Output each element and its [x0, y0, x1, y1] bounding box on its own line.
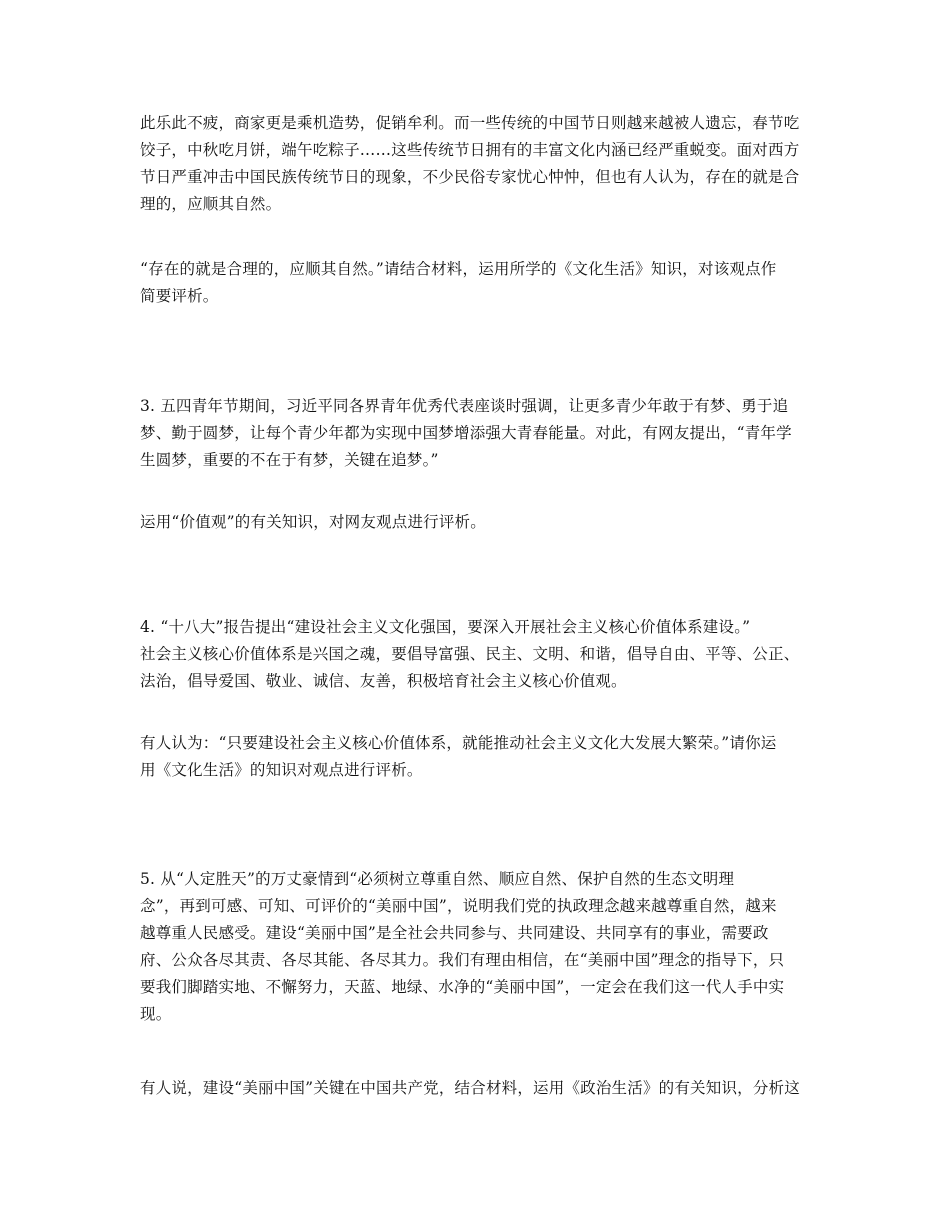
- text-line: 4. “十八大”报告提出“建设社会主义文化强国，要深入开展社会主义核心价值体系建设。”: [140, 618, 751, 636]
- text-line: 生圆梦，重要的不在于有梦，关键在追梦。”: [140, 451, 439, 469]
- text-line: 社会主义核心价值体系是兴国之魂，要倡导富强、民主、文明、和谐，倡导自由、平等、公正、: [140, 645, 800, 663]
- question-4-prompt: [140, 730, 812, 784]
- text-line: “存在的就是合理的，应顺其自然。”请结合材料，运用所学的《文化生活》知识，对该观点作: [140, 260, 777, 278]
- text-line: 念”，再到可感、可知、可评价的“美丽中国”，说明我们党的执政理念越来越尊重自然，越来: [140, 897, 777, 915]
- text-line: 法治，倡导爱国、敬业、诚信、友善，积极培育社会主义核心价值观。: [140, 672, 627, 690]
- text-line: 3. 五四青年节期间，习近平同各界青年优秀代表座谈时强调，让更多青少年敢于有梦、勇于追: [140, 397, 789, 415]
- question-5-material: [140, 866, 812, 1028]
- text-line: 简要评析。: [140, 287, 219, 305]
- text-line: 有人认为：“只要建设社会主义核心价值体系，就能推动社会主义文化大发展大繁荣。”请你运: [140, 734, 777, 752]
- text-line: 越尊重人民感受。建设“美丽中国”是全社会共同参与、共同建设、共同享有的事业，需要政: [140, 924, 769, 942]
- text-line: 要我们脚踏实地、不懈努力，天蓝、地绿、水净的“美丽中国”，一定会在我们这一代人手中实: [140, 978, 785, 996]
- text-line: 用《文化生活》的知识对观点进行评析。: [140, 761, 423, 779]
- question-3-material: [140, 393, 812, 474]
- text-line: 5. 从“人定胜天”的万丈豪情到“必须树立尊重自然、顺应自然、保护自然的生态文明理: [140, 870, 735, 888]
- text-line: 饺子，中秋吃月饼，端午吃粽子……这些传统节日拥有的丰富文化内涵已经严重蜕变。面对西方: [140, 141, 800, 159]
- text-line: 府、公众各尽其责、各尽其能、各尽其力。我们有理由相信，在“美丽中国”理念的指导下，只: [140, 951, 785, 969]
- text-line: 梦、勤于圆梦，让每个青少年都为实现中国梦增添强大青春能量。对此，有网友提出，“青年学: [140, 424, 792, 442]
- material-paragraph-festivals: [140, 110, 812, 218]
- text-line: 节日严重冲击中国民族传统节日的现象，不少民俗专家忧心忡忡，但也有人认为，存在的就是合: [140, 168, 800, 186]
- text-line: 现。: [140, 1005, 172, 1023]
- question-4-material: [140, 614, 812, 695]
- question-5-prompt: [140, 1075, 812, 1102]
- question-2-prompt: [140, 256, 812, 310]
- text-line: 运用“价值观”的有关知识，对网友观点进行评析。: [140, 513, 486, 531]
- text-line: 理的，应顺其自然。: [140, 195, 282, 213]
- question-3-prompt: [140, 509, 812, 536]
- text-line: 有人说，建设“美丽中国”关键在中国共产党，结合材料，运用《政治生活》的有关知识，分析这: [140, 1079, 800, 1097]
- text-line: 此乐此不疲，商家更是乘机造势，促销牟利。而一些传统的中国节日则越来越被人遗忘，春节吃: [140, 114, 800, 132]
